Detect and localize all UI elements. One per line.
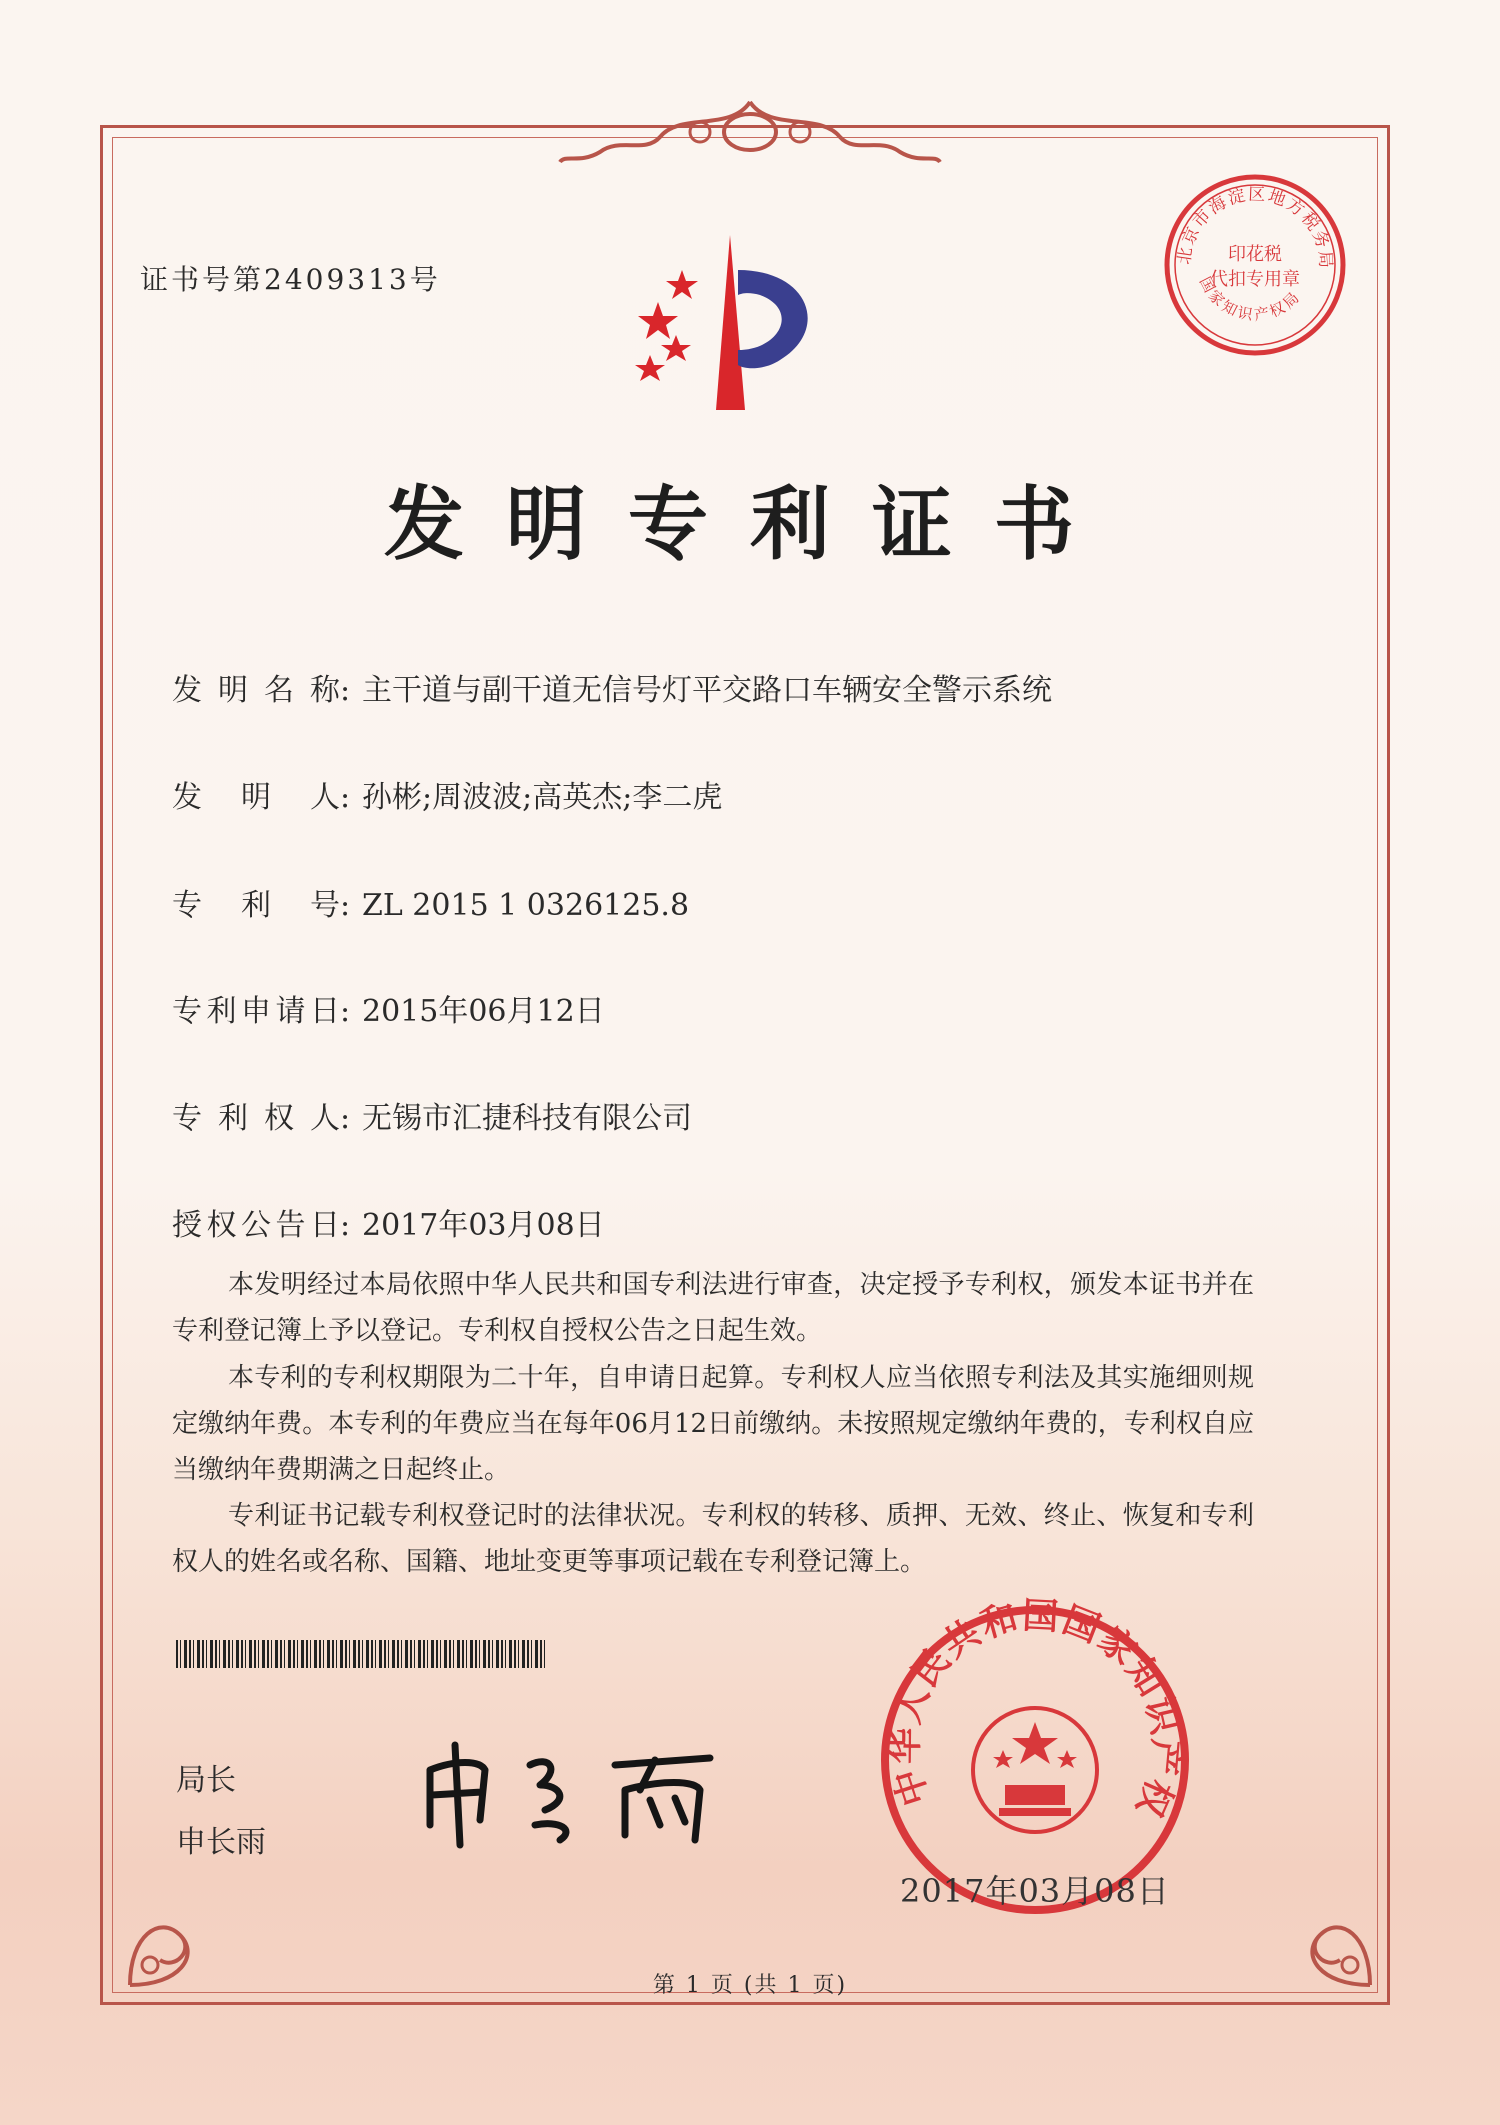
page-number: 第 1 页 (共 1 页) xyxy=(652,1973,848,1998)
tax-stamp-inner-line1: 印花税 xyxy=(1228,244,1282,265)
field-grant-date: 授权公告日: 2017年03月08日 xyxy=(172,1200,605,1244)
field-value: 2017年03月08日 xyxy=(362,1208,605,1243)
field-label: 专利号 xyxy=(172,888,340,923)
field-value: 主干道与副干道无信号灯平交路口车辆安全警示系统 xyxy=(362,673,1052,708)
field-application-date: 专利申请日: 2015年06月12日 xyxy=(172,986,605,1030)
paragraph-grant-statement: 本发明经过本局依照中华人民共和国专利法进行审查，决定授予专利权，颁发本证书并在专利登记簿上予以登记。专利权自授权公告之日起生效。 xyxy=(172,1270,1254,1346)
official-seal-text: 中华人民共和国国家知识产权局 xyxy=(855,1568,1187,1825)
paragraph-term-statement: 本专利的专利权期限为二十年，自申请日起算。专利权人应当依照专利法及其实施细则规定缴纳年费。本专利的年费应当在每年06月12日前缴纳。未按照规定缴纳年费的，专利权自应当缴纳年费期满之日起终止。 xyxy=(172,1363,1254,1485)
field-label: 专利申请日 xyxy=(172,994,340,1029)
field-value: 2015年06月12日 xyxy=(362,994,605,1029)
field-invention-name: 发明名称: 主干道与副干道无信号灯平交路口车辆安全警示系统 xyxy=(172,665,1052,709)
field-value: 孙彬;周波波;高英杰;李二虎 xyxy=(362,780,723,815)
top-ornament xyxy=(560,92,940,172)
field-label: 发明人 xyxy=(172,780,340,815)
director-signature xyxy=(410,1730,740,1850)
field-patent-number: 专利号: ZL 2015 1 0326125.8 xyxy=(172,880,689,924)
paragraph-legal-status: 专利证书记载专利权登记时的法律状况。专利权的转移、质押、无效、终止、恢复和专利权人的姓名或名称、国籍、地址变更等事项记载在专利登记簿上。 xyxy=(172,1501,1254,1577)
national-emblem-icon xyxy=(973,1708,1097,1832)
director-title: 局长 xyxy=(176,1763,236,1798)
page-title: 发明专利证书 xyxy=(384,477,1116,571)
field-label: 授权公告日 xyxy=(172,1208,340,1243)
barcode xyxy=(176,1640,548,1668)
director-name: 申长雨 xyxy=(176,1825,266,1860)
field-label: 专利权人 xyxy=(172,1101,340,1136)
tax-stamp-inner-line2: 代扣专用章 xyxy=(1210,269,1300,290)
tax-stamp xyxy=(1160,170,1350,360)
field-inventors: 发明人: 孙彬;周波波;高英杰;李二虎 xyxy=(172,772,722,816)
field-value: ZL 2015 1 0326125.8 xyxy=(362,888,690,923)
seal-date: 2017年03月08日 xyxy=(900,1872,1170,1910)
field-patentee: 专利权人: 无锡市汇捷科技有限公司 xyxy=(172,1093,692,1137)
tax-stamp-outer-text: 北京市海淀区地方税务局 xyxy=(1174,184,1336,271)
certificate-number: 证书号第2409313号 xyxy=(140,263,441,296)
field-label: 发明名称 xyxy=(172,673,340,708)
patent-office-logo xyxy=(620,230,850,420)
field-value: 无锡市汇捷科技有限公司 xyxy=(362,1101,692,1136)
tax-stamp-bottom-text: 国家知识产权局 xyxy=(1195,273,1305,325)
